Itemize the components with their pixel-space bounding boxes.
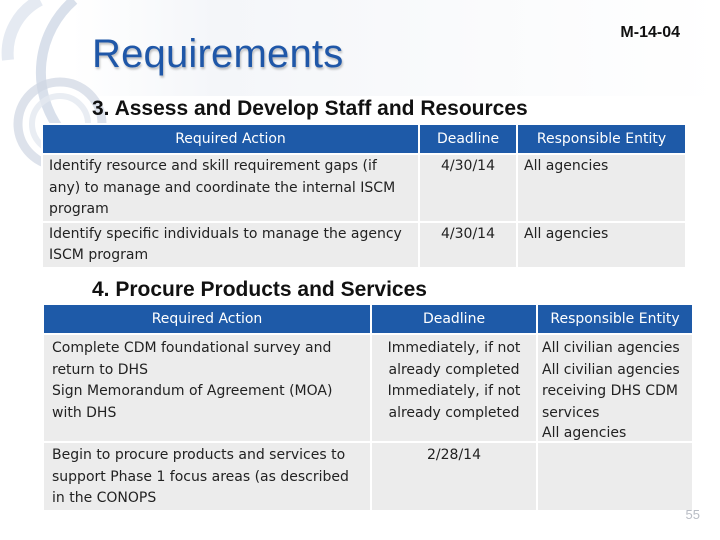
- table-header-row: [42, 124, 686, 154]
- section-4-table: [42, 303, 694, 512]
- deadline-cell: 2/28/14: [371, 442, 537, 511]
- section-3-heading: 3. Assess and Develop Staff and Resources: [92, 97, 528, 120]
- col-required-action: Required Action: [43, 304, 371, 334]
- entity-line: All agencies: [542, 425, 627, 441]
- section-3-table: [41, 123, 687, 269]
- action-cell: Identify resource and skill requirement gaps (if any) to manage and coordinate the internal ISCM program: [42, 154, 419, 222]
- col-deadline: Deadline: [419, 124, 517, 154]
- table-header-row: [43, 304, 693, 334]
- page-title: Requirements: [92, 32, 344, 76]
- deadline-line: Immediately, if not already completed: [387, 383, 521, 421]
- deadline-cell: 4/30/14: [419, 222, 517, 268]
- col-required-action: Required Action: [42, 124, 419, 154]
- entity-line: All civilian agencies receiving DHS CDM services: [542, 361, 680, 421]
- entity-cell: All agencies: [517, 222, 686, 268]
- col-responsible-entity: Responsible Entity: [537, 304, 693, 334]
- page-number: 55: [685, 507, 700, 522]
- action-line: Sign Memorandum of Agreement (MOA) with DHS: [52, 383, 333, 421]
- entity-line: All civilian agencies: [542, 340, 680, 356]
- deadline-cell: 4/30/14: [419, 154, 517, 222]
- document-id: M-14-04: [620, 24, 680, 41]
- action-cell: Identify specific individuals to manage the agency ISCM program: [42, 222, 419, 268]
- deadline-cell: [371, 334, 537, 442]
- action-cell: [43, 334, 371, 442]
- section-4-heading: 4. Procure Products and Services: [92, 278, 427, 301]
- action-line: Complete CDM foundational survey and return to DHS: [52, 340, 332, 378]
- table-row: [42, 222, 686, 268]
- deadline-line: Immediately, if not already completed: [387, 340, 521, 378]
- table-row: [43, 442, 693, 511]
- entity-cell: [537, 425, 693, 511]
- col-deadline: Deadline: [371, 304, 537, 334]
- action-cell: Begin to procure products and services to support Phase 1 focus areas (as described in the CONOPS: [43, 442, 371, 511]
- table-row: [42, 154, 686, 222]
- entity-cell: All agencies: [517, 154, 686, 222]
- col-responsible-entity: Responsible Entity: [517, 124, 686, 154]
